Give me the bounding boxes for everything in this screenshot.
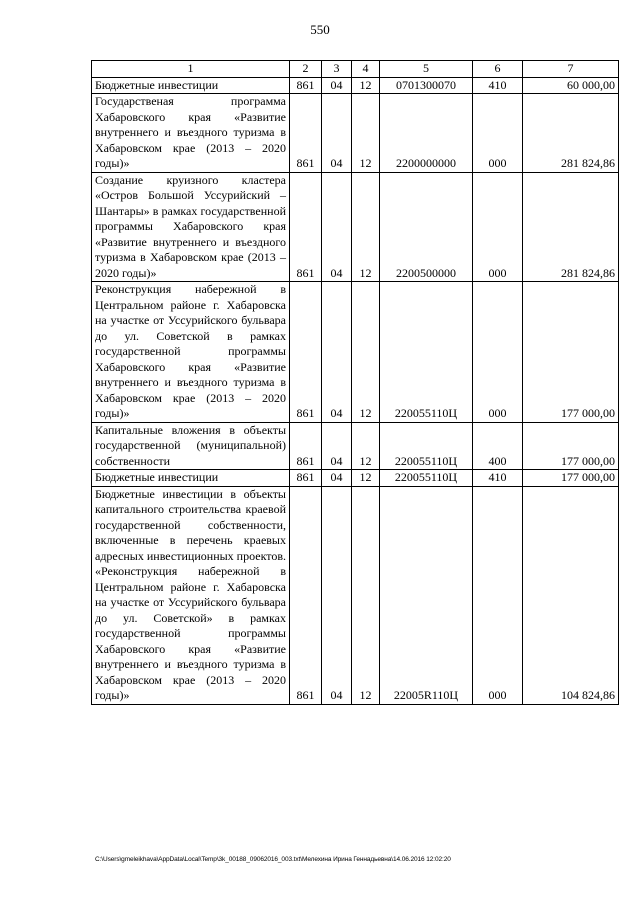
cell-expense-type: 410 — [473, 77, 523, 94]
cell-amount: 281 824,86 — [523, 172, 619, 282]
table-row — [92, 422, 619, 470]
cell-ministry: 861 — [290, 282, 322, 423]
cell-target-code: 220055110Ц — [380, 282, 473, 423]
col-header-3: 3 — [322, 61, 352, 78]
cell-section: 04 — [322, 77, 352, 94]
cell-expense-type: 400 — [473, 422, 523, 470]
cell-target-code: 2200500000 — [380, 172, 473, 282]
cell-target-code: 0701300070 — [380, 77, 473, 94]
cell-subsection: 12 — [352, 486, 380, 704]
cell-ministry: 861 — [290, 77, 322, 94]
cell-ministry: 861 — [290, 422, 322, 470]
cell-target-code: 220055110Ц — [380, 470, 473, 487]
cell-amount: 177 000,00 — [523, 282, 619, 423]
row-name: Бюджетные инвестиции — [92, 470, 290, 487]
cell-target-code: 22005R110Ц — [380, 486, 473, 704]
cell-subsection: 12 — [352, 77, 380, 94]
col-header-4: 4 — [352, 61, 380, 78]
cell-subsection: 12 — [352, 470, 380, 487]
cell-expense-type: 000 — [473, 486, 523, 704]
cell-section: 04 — [322, 470, 352, 487]
row-name: Реконструкция набережной в Центральном районе г. Хабаровска на участке от Уссурийского бульвара до ул. Советской в рамках государственной программы Хабаровского края «Развитие внутреннего и въездного туризма в Хабаровском крае (2013 – 2020 годы)» — [92, 282, 290, 423]
table-row — [92, 282, 619, 423]
cell-amount: 281 824,86 — [523, 94, 619, 173]
page-number: 550 — [310, 22, 330, 37]
cell-amount: 60 000,00 — [523, 77, 619, 94]
cell-ministry: 861 — [290, 470, 322, 487]
cell-expense-type: 000 — [473, 94, 523, 173]
row-name: Создание круизного кластера «Остров Большой Уссурийский – Шантары» в рамках государственной программы Хабаровского края «Развитие внутреннего и въездного туризма в Хабаровском крае (2013 – 2020 годы)» — [92, 172, 290, 282]
cell-ministry: 861 — [290, 94, 322, 173]
col-header-6: 6 — [473, 61, 523, 78]
col-header-2: 2 — [290, 61, 322, 78]
cell-ministry: 861 — [290, 486, 322, 704]
cell-section: 04 — [322, 282, 352, 423]
table-row — [92, 172, 619, 282]
cell-subsection: 12 — [352, 422, 380, 470]
cell-section: 04 — [322, 94, 352, 173]
cell-ministry: 861 — [290, 172, 322, 282]
table-row — [92, 486, 619, 704]
row-name: Бюджетные инвестиции — [92, 77, 290, 94]
row-name: Капитальные вложения в объекты государственной (муниципальной) собственности — [92, 422, 290, 470]
col-header-5: 5 — [380, 61, 473, 78]
cell-expense-type: 000 — [473, 282, 523, 423]
budget-table — [91, 60, 619, 705]
cell-section: 04 — [322, 172, 352, 282]
file-path-footer: C:\Users\gmeleikhava\AppData\Local\Temp\3k_00188_09062016_003.txt\Мелехина Ирина Геннадьевна\14.06.2016 12:02:20 — [95, 856, 451, 863]
table-row — [92, 94, 619, 173]
cell-section: 04 — [322, 486, 352, 704]
cell-amount: 177 000,00 — [523, 422, 619, 470]
cell-expense-type: 410 — [473, 470, 523, 487]
cell-amount: 177 000,00 — [523, 470, 619, 487]
cell-subsection: 12 — [352, 282, 380, 423]
cell-target-code: 220055110Ц — [380, 422, 473, 470]
cell-expense-type: 000 — [473, 172, 523, 282]
col-header-1: 1 — [92, 61, 290, 78]
header-row — [92, 61, 619, 78]
cell-subsection: 12 — [352, 172, 380, 282]
row-name: Бюджетные инвестиции в объекты капитального строительства краевой государственной собственности, включенные в перечень краевых адресных инвестиционных проектов. «Реконструкция набережной в Центральном районе г. Хабаровска на участке от Уссурийского бульвара до ул. Советской» в рамках государственной программы Хабаровского края «Развитие внутреннего и въездного туризма в Хабаровском крае (2013 – 2020 годы)» — [92, 486, 290, 704]
cell-subsection: 12 — [352, 94, 380, 173]
row-name: Государственая программа Хабаровского края «Развитие внутреннего и въездного туризма в Хабаровском крае (2013 – 2020 годы)» — [92, 94, 290, 173]
cell-target-code: 2200000000 — [380, 94, 473, 173]
table-row — [92, 470, 619, 487]
cell-amount: 104 824,86 — [523, 486, 619, 704]
table-row — [92, 77, 619, 94]
cell-section: 04 — [322, 422, 352, 470]
col-header-7: 7 — [523, 61, 619, 78]
